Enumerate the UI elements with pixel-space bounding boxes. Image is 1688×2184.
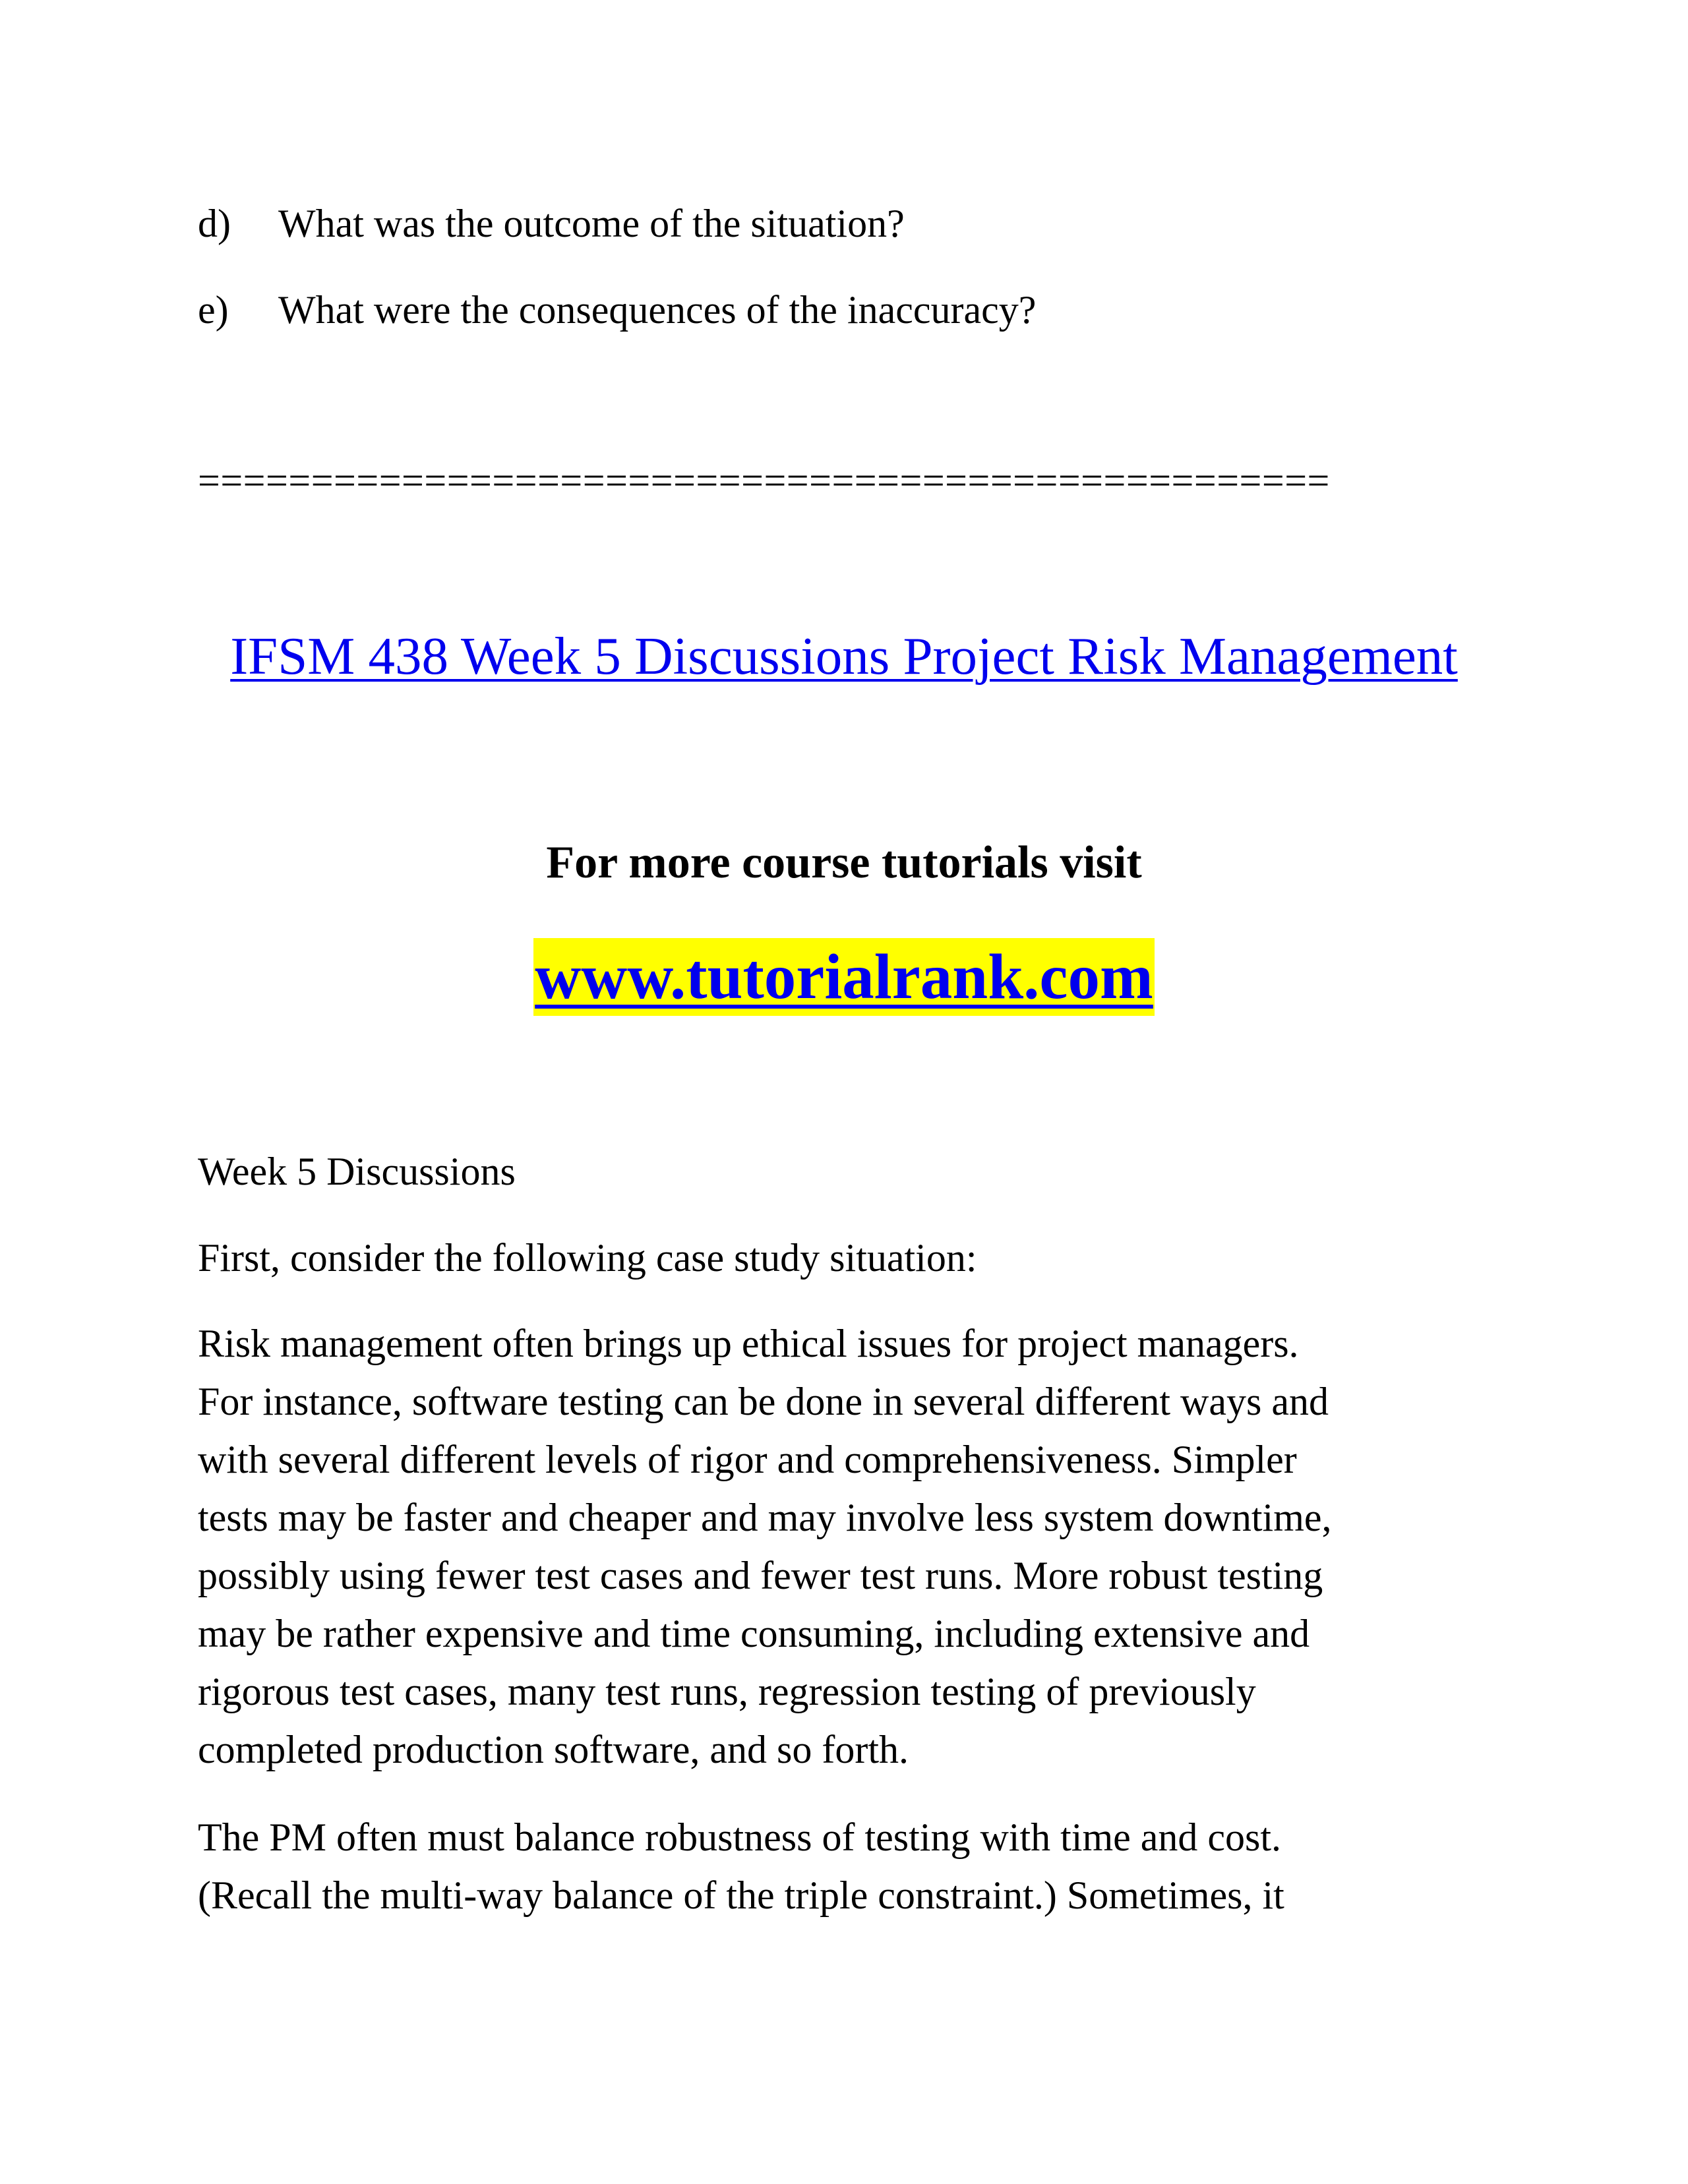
paragraph-line: Risk management often brings up ethical issues for project managers. <box>198 1322 1299 1365</box>
question-e <box>198 286 1036 334</box>
paragraph-line: with several different levels of rigor and comprehensiveness. Simpler <box>198 1438 1297 1481</box>
question-e-letter: e) <box>198 288 229 332</box>
question-d-text: What was the outcome of the situation? <box>278 202 905 245</box>
paragraph-pm-balance <box>198 1808 1517 1924</box>
question-d-letter: d) <box>198 202 231 245</box>
website-link[interactable]: www.tutorialrank.com <box>533 938 1155 1016</box>
paragraph-line: possibly using fewer test cases and fewer test runs. More robust testing <box>198 1554 1323 1597</box>
question-e-text: What were the consequences of the inaccuracy? <box>278 288 1037 332</box>
visit-prompt: For more course tutorials visit <box>546 837 1142 888</box>
paragraph-line: For instance, software testing can be done in several different ways and <box>198 1380 1329 1423</box>
separator-line: ================================================== <box>198 459 1330 502</box>
course-title-link[interactable]: IFSM 438 Week 5 Discussions Project Risk Management <box>230 626 1458 686</box>
paragraph-line: tests may be faster and cheaper and may involve less system downtime, <box>198 1496 1332 1539</box>
paragraph-line: The PM often must balance robustness of testing with time and cost. <box>198 1815 1282 1859</box>
section-heading: Week 5 Discussions <box>198 1150 516 1193</box>
paragraph-line: rigorous test cases, many test runs, regression testing of previously <box>198 1670 1256 1713</box>
paragraph-line: may be rather expensive and time consuming, including extensive and <box>198 1612 1310 1655</box>
site-link-wrapper <box>0 938 1688 1016</box>
question-d <box>198 200 905 247</box>
paragraph-line: completed production software, and so forth. <box>198 1728 909 1771</box>
intro-line: First, consider the following case study situation: <box>198 1236 977 1280</box>
paragraph-risk-management <box>198 1314 1517 1779</box>
paragraph-line: (Recall the multi-way balance of the triple constraint.) Sometimes, it <box>198 1874 1284 1917</box>
